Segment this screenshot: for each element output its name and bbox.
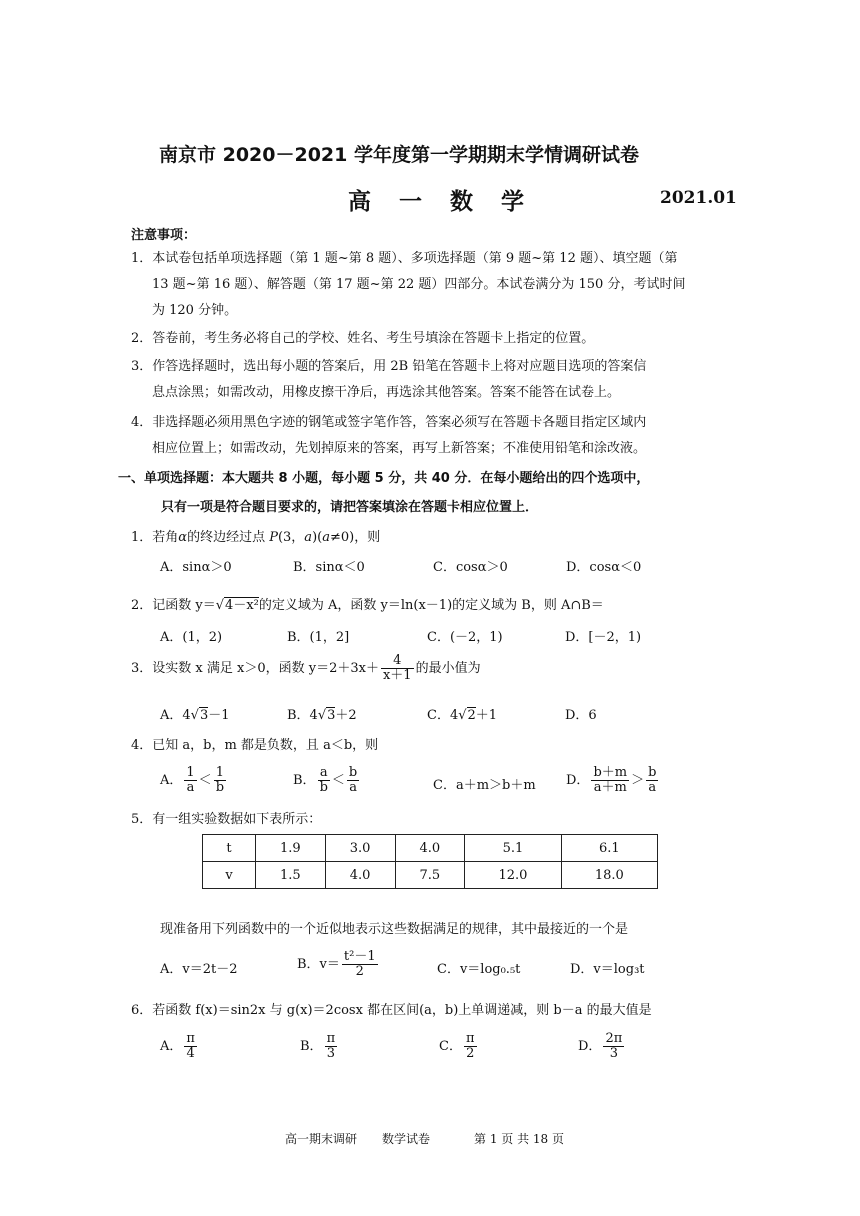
q1-option-a: A．sinα＞0 xyxy=(160,560,232,575)
table-cell: 18.0 xyxy=(561,862,657,889)
q6-option-d: D． $\frac{2\pi}{3}$ xyxy=(578,1031,623,1061)
fraction: $\frac{4}{x+1}$ xyxy=(382,653,412,683)
question-5-stem: 5．有一组实验数据如下表所示： xyxy=(131,812,322,827)
q3-option-c: C．4√2＋1 xyxy=(427,708,498,723)
q6-option-a: A． $\frac{\pi}{4}$ xyxy=(160,1031,195,1061)
data-table xyxy=(202,834,658,889)
q4-option-a: A． $\frac{1}{a}$ ＜ $\frac{1}{b}$ xyxy=(160,765,225,795)
section-heading: 一、单项选择题：本大题共 8 小题，每小题 5 分，共 40 分．在每小题给出的四个选项中， xyxy=(118,471,650,486)
table-row xyxy=(203,835,658,862)
table-cell: 1.5 xyxy=(256,862,326,889)
exam-date: 2021.01 xyxy=(660,188,737,208)
notice-line: 2．答卷前，考生务必将自己的学校、姓名、考生号填涂在答题卡上指定的位置。 xyxy=(131,331,595,346)
question-5-followup: 现准备用下列函数中的一个近似地表示这些数据满足的规律，其中最接近的一个是 xyxy=(160,922,629,937)
q1-option-c: C．cosα＞0 xyxy=(433,560,508,575)
subject-title: 高 一 数 学 xyxy=(348,189,535,215)
table-cell: 3.0 xyxy=(325,835,395,862)
table-cell: 1.9 xyxy=(256,835,326,862)
q5-option-a: A．v＝2t－2 xyxy=(160,962,238,977)
q1-option-d: D．cosα＜0 xyxy=(566,560,642,575)
question-6-stem: 6．若函数 f(x)＝sin2x 与 g(x)＝2cosx 都在区间(a，b)上单调递减，则 b－a 的最大值是 xyxy=(131,1003,652,1018)
q2-option-c: C．(－2，1) xyxy=(427,630,503,645)
q6-option-b: B． $\frac{\pi}{3}$ xyxy=(300,1031,336,1061)
notice-heading: 注意事项： xyxy=(131,228,197,243)
q4-option-d: D． $\frac{b+m}{a+m}$ ＞ $\frac{b}{a}$ xyxy=(566,765,657,795)
q3-option-d: D．6 xyxy=(565,708,597,723)
table-cell: 6.1 xyxy=(561,835,657,862)
table-cell: 4.0 xyxy=(325,862,395,889)
q2-option-a: A．(1，2) xyxy=(160,630,223,645)
q2-option-d: D．[－2，1) xyxy=(565,630,642,645)
q5-option-c: C．v＝log₀.₅t xyxy=(437,962,521,977)
notice-line: 相应位置上；如需改动，先划掉原来的答案，再写上新答案；不准使用铅笔和涂改液。 xyxy=(152,441,647,456)
q3-option-b: B．4√3＋2 xyxy=(287,708,357,723)
notice-line: 1．本试卷包括单项选择题（第 1 题~第 8 题）、多项选择题（第 9 题~第 12 题）、填空题（第 xyxy=(131,251,678,266)
table-cell: 4.0 xyxy=(395,835,465,862)
footer-middle: 数学试卷 xyxy=(382,1132,431,1146)
question-4-stem: 4．已知 a，b，m 都是负数，且 a＜b，则 xyxy=(131,738,379,753)
table-cell: v xyxy=(203,862,256,889)
q3-option-a: A．4√3－1 xyxy=(160,708,230,723)
q2-option-b: B．(1，2] xyxy=(287,630,350,645)
table-cell: 12.0 xyxy=(465,862,561,889)
question-2-stem: 2．记函数 y＝√4－x²的定义域为 A，函数 y＝ln(x－1)的定义域为 B，则 A∩B＝ xyxy=(131,598,604,613)
notice-line: 4．非选择题必须用黑色字迹的钢笔或签字笔作答，答案必须写在答题卡各题目指定区域内 xyxy=(131,415,647,430)
footer-page-number: 第 1 页 共 18 页 xyxy=(474,1132,564,1146)
question-1-stem: 1．若角α的终边经过点 P(3，a)(a≠0)，则 xyxy=(131,530,381,545)
q5-option-b: B．v＝ $\frac{\text{t²－1}}{2}$ xyxy=(297,949,376,979)
notice-line: 3．作答选择题时，选出每小题的答案后，用 2B 铅笔在答题卡上将对应题目选项的答案信 xyxy=(131,359,647,374)
table-cell: 7.5 xyxy=(395,862,465,889)
notice-line: 为 120 分钟。 xyxy=(152,303,238,318)
q1-option-b: B．sinα＜0 xyxy=(293,560,365,575)
notice-line: 13 题~第 16 题）、解答题（第 17 题~第 22 题）四部分。本试卷满分为 150 分，考试时间 xyxy=(152,277,686,292)
table-cell: t xyxy=(203,835,256,862)
q6-option-c: C． $\frac{\pi}{2}$ xyxy=(439,1031,475,1061)
section-heading-cont: 只有一项是符合题目要求的，请把答案填涂在答题卡相应位置上． xyxy=(161,500,539,515)
table-cell: 5.1 xyxy=(465,835,561,862)
exam-title: 南京市 2020－2021 学年度第一学期期末学情调研试卷 xyxy=(159,144,639,166)
q4-option-c: C．a＋m＞b＋m xyxy=(433,778,536,793)
notice-line: 息点涂黑；如需改动，用橡皮擦干净后，再选涂其他答案。答案不能答在试卷上。 xyxy=(152,385,621,400)
table-row xyxy=(203,862,658,889)
footer-left: 高一期末调研 xyxy=(285,1132,358,1146)
q5-option-d: D．v＝log₃t xyxy=(570,962,645,977)
q4-option-b: B． $\frac{a}{b}$ ＜ $\frac{b}{a}$ xyxy=(293,765,358,795)
question-3-stem: 3．设实数 x 满足 x＞0，函数 y＝2＋3x＋ $\frac{4}{x+1}$ 的最小值为 xyxy=(131,653,481,683)
